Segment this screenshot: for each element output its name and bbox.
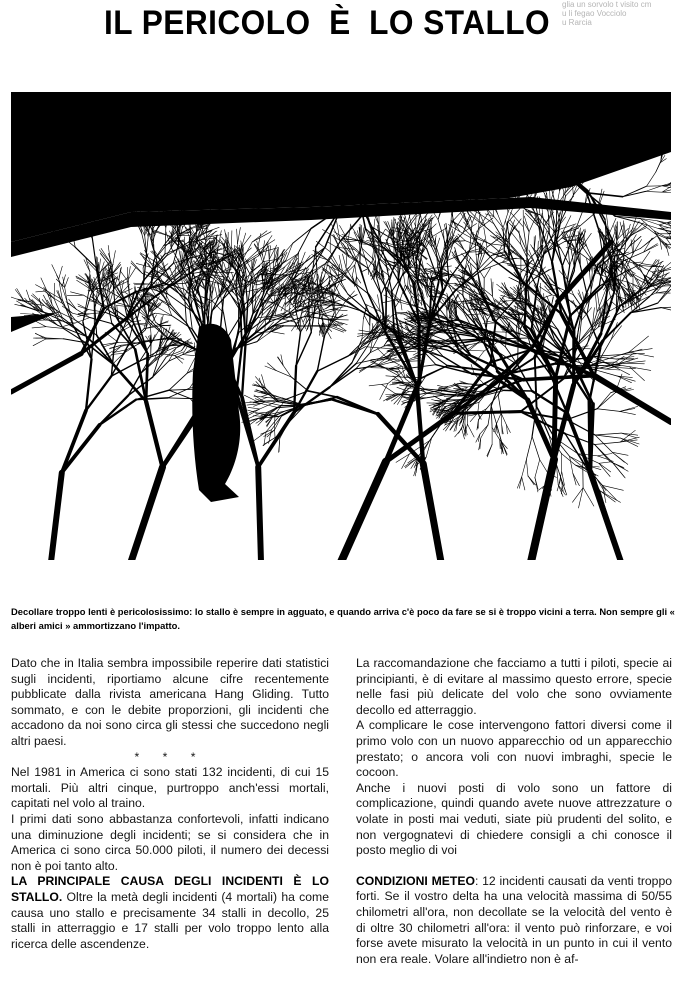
right-paragraph-factors: A complicare le cose intervengono fattori diversi come il primo volo con un nuovo apparecchio od un apparecchio prestato; o ancora voli con nuovi imbraghi, specie le cocoon. <box>356 718 672 780</box>
left-paragraph-stall-cause <box>11 874 329 952</box>
adjacent-page-bleed-text <box>562 0 682 46</box>
weather-body: : 12 incidenti causati da venti troppo forti. Se il vostro delta ha una velocità massima di 50/55 chilometri all'ora, non decollate se la velocità del vento è di oltre 30 chilometri all'ora: il vento può rinforzare, e voi forse avete misurato la velocità in un punto in cui il vento non era reale. Volare all'indietro non è af- <box>356 873 672 966</box>
bleed-line-2: u li fegao Vocciolo <box>562 9 627 18</box>
tree-branch <box>589 401 590 472</box>
bleed-line-1: glia un sorvolo t visito cm <box>562 0 652 9</box>
left-paragraph-intro: Dato che in Italia sembra impossibile reperire dati statistici sugli incidenti, riportiamo alcune cifre recentemente pubblicate dalla rivista americana Hang Gliding. Tutto sommato, e con le debite proporzioni, gli incidenti che accadono da noi sono circa gli stessi che succedono negli altri paesi. <box>11 656 329 748</box>
left-paragraph-1981-stats: Nel 1981 in America ci sono stati 132 incidenti, di cui 15 mortali. Più altri cinque, purtroppo anch'essi mortali, capitati nel volo al traino. <box>11 765 329 811</box>
bleed-line-3: u Rarcia <box>562 18 592 27</box>
article-title: IL PERICOLO È LO STALLO <box>104 4 551 42</box>
tree-branch <box>146 354 148 402</box>
tree-branch <box>504 390 532 391</box>
stall-photo-illustration <box>11 92 671 560</box>
right-paragraph-new-sites: Anche i nuovi posti di volo sono un fattore di complicazione, quindi quando avete nuove attrezzature o volate in posti mai veduti, siate più prudenti del solito, e non vergognatevi di chiedere consigli a chi conosce il posto meglio di voi <box>356 780 672 858</box>
stall-cause-heading: LA PRINCIPALE CAUSA DEGLI INCIDENTI È LO STALLO. <box>11 874 329 904</box>
left-paragraph-trend: I primi dati sono abbastanza confortevoli, infatti indicano una diminuzione degli incidenti; se si considera che in America ci sono circa 50.000 piloti, il numero dei decessi non è poi tanto alto. <box>11 811 329 873</box>
right-paragraph-weather <box>356 874 672 968</box>
stall-cause-body: Oltre la metà degli incidenti (4 mortali) ha come causa uno stallo e precisamente 34 stalli in decollo, 25 stalli in atterraggio e 17 stalli per volo troppo lento alla ricerca delle ascendenze. <box>11 889 329 951</box>
weather-heading: CONDIZIONI METEO <box>356 873 475 888</box>
section-separator: * * * <box>134 749 206 764</box>
right-column <box>356 656 672 967</box>
right-paragraph-recommendation: La raccomandazione che facciamo a tutti i piloti, specie ai principianti, è di evitare al massimo questo errore, specie nelle fasi più delicate del volo che sono ovviamente decollo ed atterraggio. <box>356 656 672 717</box>
left-column <box>11 656 329 952</box>
tree-branch <box>258 467 261 560</box>
article-photo <box>11 92 671 560</box>
photo-caption: Decollare troppo lenti è pericolosissimo: lo stallo è sempre in agguato, e quando arriva c'è poco da fare se si è troppo vicini a terra. Non sempre gli « alberi amici » ammortizzano l'impatto. <box>11 606 675 631</box>
